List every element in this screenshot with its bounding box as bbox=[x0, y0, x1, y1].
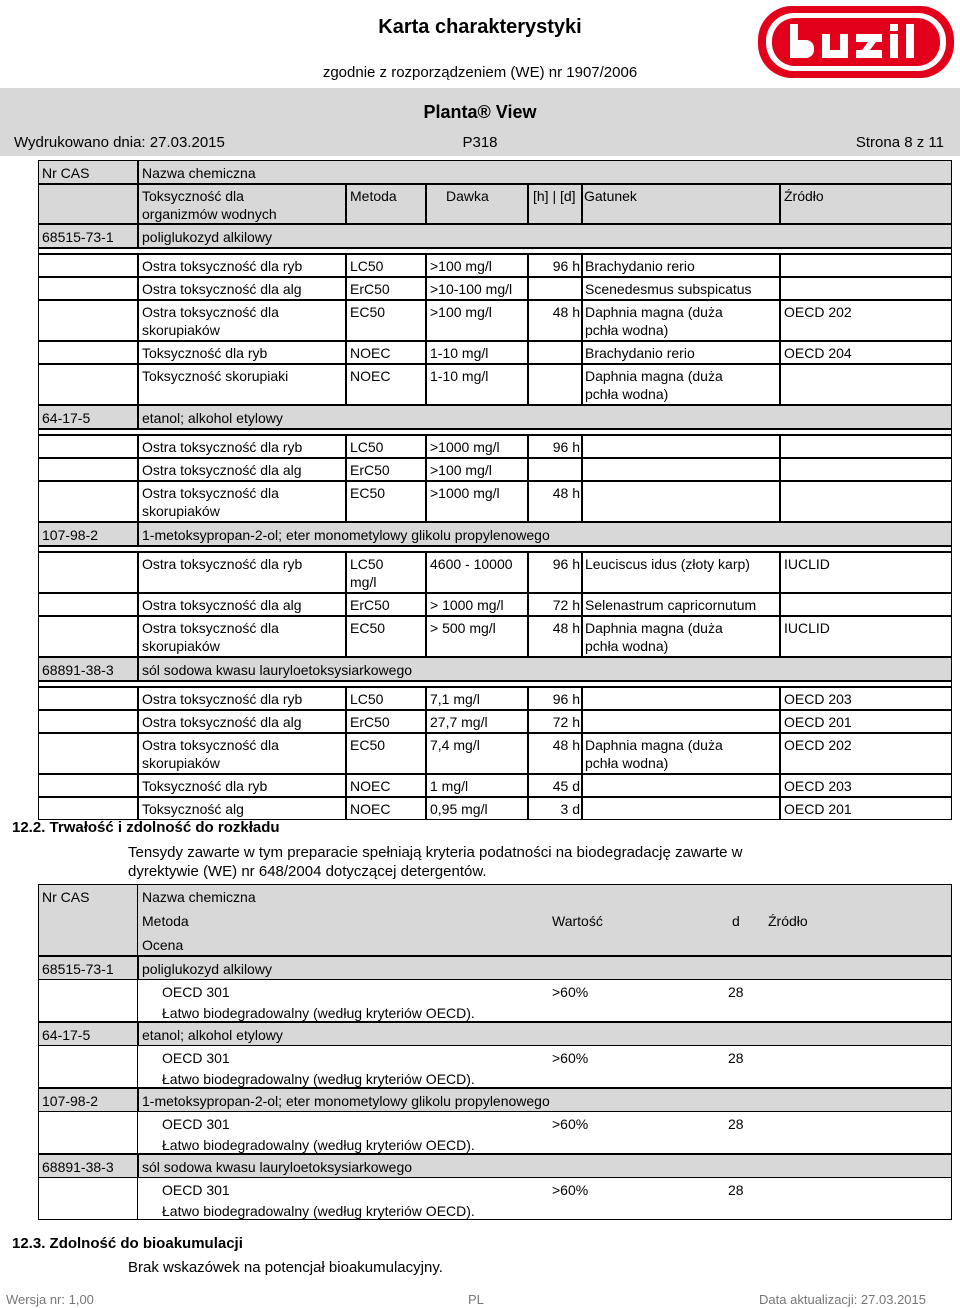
toxicity-method: EC50 bbox=[350, 620, 386, 636]
substance-name: poliglukozyd alkilowy bbox=[142, 229, 272, 245]
toxicity-dose: 27,7 mg/l bbox=[430, 714, 488, 730]
table-cell bbox=[582, 458, 780, 481]
table-cell bbox=[582, 774, 780, 797]
table-cell bbox=[582, 797, 780, 820]
document-title: Karta charakterystyki bbox=[378, 16, 582, 38]
header-species: Gatunek bbox=[584, 188, 637, 204]
test-species: Daphnia magna (duża bbox=[585, 304, 723, 320]
data-source: IUCLID bbox=[784, 620, 830, 636]
toxicity-method: ErC50 bbox=[350, 281, 390, 297]
exposure-time: 96 h bbox=[552, 556, 580, 572]
bio-days: 28 bbox=[728, 1182, 744, 1198]
toxicity-method: NOEC bbox=[350, 368, 391, 384]
row-cas-spacer bbox=[38, 593, 138, 616]
data-source: OECD 201 bbox=[784, 714, 852, 730]
bio-value: >60% bbox=[552, 1050, 589, 1066]
exposure-time: 48 h bbox=[552, 304, 580, 320]
table-cell bbox=[528, 458, 582, 481]
header-source: Źródło bbox=[784, 188, 824, 204]
exposure-time: 72 h bbox=[552, 597, 580, 613]
test-species: pchła wodna) bbox=[585, 322, 669, 338]
toxicity-method: ErC50 bbox=[350, 714, 390, 730]
toxicity-dose: >10-100 mg/l bbox=[430, 281, 513, 297]
bio-value: >60% bbox=[552, 984, 589, 1000]
toxicity-method: LC50 bbox=[350, 258, 384, 274]
exposure-time: 48 h bbox=[552, 737, 580, 753]
data-source: OECD 203 bbox=[784, 778, 852, 794]
exposure-time: 3 d bbox=[560, 801, 580, 817]
substance-cas: 68515-73-1 bbox=[42, 229, 114, 245]
buzil-logo bbox=[756, 4, 956, 80]
bio-substance-name: 1-metoksypropan-2-ol; eter monometylowy glikolu propylenowego bbox=[142, 1093, 550, 1109]
data-source: OECD 204 bbox=[784, 345, 852, 361]
table-cell bbox=[582, 710, 780, 733]
toxicity-dose: 7,1 mg/l bbox=[430, 691, 480, 707]
bio-days: 28 bbox=[728, 984, 744, 1000]
row-cas-spacer bbox=[38, 797, 138, 820]
toxicity-dose: 7,4 mg/l bbox=[430, 737, 480, 753]
data-source: OECD 202 bbox=[784, 737, 852, 753]
toxicity-type: skorupiaków bbox=[142, 503, 220, 519]
bio-cas: 107-98-2 bbox=[42, 1093, 99, 1109]
row-cas-spacer bbox=[38, 458, 138, 481]
test-species: Daphnia magna (duża bbox=[585, 620, 723, 636]
print-date: Wydrukowano dnia: 27.03.2015 bbox=[14, 134, 225, 151]
bio-days: 28 bbox=[728, 1116, 744, 1132]
table-cell bbox=[780, 364, 952, 405]
table-cell bbox=[528, 277, 582, 300]
bio-assessment: Łatwo biodegradowalny (według kryteriów OECD). bbox=[162, 1203, 475, 1219]
bio-method: OECD 301 bbox=[162, 1182, 230, 1198]
row-cas-spacer bbox=[38, 277, 138, 300]
toxicity-method: NOEC bbox=[350, 345, 391, 361]
regulation-subtitle: zgodnie z rozporządzeniem (WE) nr 1907/2006 bbox=[322, 64, 638, 81]
toxicity-method: LC50 bbox=[350, 691, 384, 707]
bio-header-method: Metoda bbox=[142, 913, 189, 929]
exposure-time: 48 h bbox=[552, 620, 580, 636]
bio-assessment: Łatwo biodegradowalny (według kryteriów OECD). bbox=[162, 1005, 475, 1021]
toxicity-dose: 0,95 mg/l bbox=[430, 801, 488, 817]
row-cas-spacer bbox=[38, 687, 138, 710]
toxicity-type: Ostra toksyczność dla bbox=[142, 620, 279, 636]
toxicity-dose: >1000 mg/l bbox=[430, 485, 500, 501]
bio-value: >60% bbox=[552, 1116, 589, 1132]
toxicity-type: Ostra toksyczność dla alg bbox=[142, 462, 302, 478]
toxicity-method: EC50 bbox=[350, 485, 386, 501]
header-time: [h] | [d] bbox=[533, 188, 576, 204]
toxicity-type: Ostra toksyczność dla bbox=[142, 485, 279, 501]
bio-cas-spacer bbox=[38, 1046, 138, 1088]
biodegradation-note-line1: Tensydy zawarte w tym preparacie spełniają kryteria podatności na biodegradację zawarte w bbox=[128, 844, 743, 861]
row-cas-spacer bbox=[38, 300, 138, 341]
table-cell bbox=[528, 364, 582, 405]
bio-method: OECD 301 bbox=[162, 1050, 230, 1066]
bio-header-source: Źródło bbox=[768, 913, 808, 929]
bio-substance-name: poliglukozyd alkilowy bbox=[142, 961, 272, 977]
header-cas: Nr CAS bbox=[42, 165, 90, 181]
table-cell bbox=[582, 481, 780, 522]
toxicity-type: Ostra toksyczność dla ryb bbox=[142, 439, 303, 455]
data-source: OECD 202 bbox=[784, 304, 852, 320]
product-name: Planta® View bbox=[423, 102, 537, 122]
bio-cas: 68891-38-3 bbox=[42, 1159, 114, 1175]
row-cas-spacer bbox=[38, 710, 138, 733]
toxicity-type: Toksyczność dla ryb bbox=[142, 778, 268, 794]
toxicity-type: Toksyczność skorupiaki bbox=[142, 368, 289, 384]
test-species: pchła wodna) bbox=[585, 638, 669, 654]
test-species: Daphnia magna (duża bbox=[585, 737, 723, 753]
toxicity-method: LC50 bbox=[350, 439, 384, 455]
toxicity-method: NOEC bbox=[350, 801, 391, 817]
toxicity-dose: mg/l bbox=[350, 574, 377, 590]
test-species: Leuciscus idus (złoty karp) bbox=[585, 556, 750, 572]
table-cell bbox=[528, 341, 582, 364]
header-name: Nazwa chemiczna bbox=[142, 165, 256, 181]
test-species: Brachydanio rerio bbox=[585, 258, 695, 274]
bio-cas: 64-17-5 bbox=[42, 1027, 91, 1043]
bio-header-name: Nazwa chemiczna bbox=[142, 889, 256, 905]
exposure-time: 72 h bbox=[552, 714, 580, 730]
row-cas-spacer bbox=[38, 733, 138, 774]
exposure-time: 96 h bbox=[552, 439, 580, 455]
test-species: Scenedesmus subspicatus bbox=[585, 281, 752, 297]
substance-cas: 64-17-5 bbox=[42, 410, 91, 426]
bioaccumulation-note: Brak wskazówek na potencjał bioakumulacyjny. bbox=[128, 1259, 443, 1276]
row-cas-spacer bbox=[38, 552, 138, 593]
toxicity-dose: >100 mg/l bbox=[430, 258, 492, 274]
toxicity-method: EC50 bbox=[350, 304, 386, 320]
bio-substance-name: etanol; alkohol etylowy bbox=[142, 1027, 283, 1043]
test-species: Selenastrum capricornutum bbox=[585, 597, 757, 613]
toxicity-dose: >1000 mg/l bbox=[430, 439, 500, 455]
bio-header-cas: Nr CAS bbox=[42, 889, 90, 905]
test-species: Brachydanio rerio bbox=[585, 345, 695, 361]
footer-language: PL bbox=[468, 1292, 484, 1307]
toxicity-type: Ostra toksyczność dla alg bbox=[142, 597, 302, 613]
header-cell-name bbox=[138, 160, 952, 184]
toxicity-type: skorupiaków bbox=[142, 638, 220, 654]
row-cas-spacer bbox=[38, 364, 138, 405]
table-cell bbox=[780, 254, 952, 277]
test-species: Daphnia magna (duża bbox=[585, 368, 723, 384]
toxicity-type: Toksyczność dla ryb bbox=[142, 345, 268, 361]
bio-cas: 68515-73-1 bbox=[42, 961, 114, 977]
row-cas-spacer bbox=[38, 254, 138, 277]
substance-cas: 68891-38-3 bbox=[42, 662, 114, 678]
substance-cas: 107-98-2 bbox=[42, 527, 99, 543]
toxicity-dose: 1-10 mg/l bbox=[430, 345, 489, 361]
section-12-2-heading: 12.2. Trwałość i zdolność do rozkładu bbox=[12, 819, 280, 836]
bio-assessment: Łatwo biodegradowalny (według kryteriów OECD). bbox=[162, 1137, 475, 1153]
toxicity-dose: >100 mg/l bbox=[430, 304, 492, 320]
row-cas-spacer bbox=[38, 616, 138, 657]
test-species: pchła wodna) bbox=[585, 755, 669, 771]
substance-name: sól sodowa kwasu lauryloetoksysiarkowego bbox=[142, 662, 413, 678]
toxicity-dose: 1-10 mg/l bbox=[430, 368, 489, 384]
toxicity-type: Ostra toksyczność dla ryb bbox=[142, 556, 303, 572]
header-method: Metoda bbox=[350, 188, 397, 204]
toxicity-type: Ostra toksyczność dla alg bbox=[142, 714, 302, 730]
exposure-time: 45 d bbox=[552, 778, 580, 794]
footer-version: Wersja nr: 1,00 bbox=[6, 1292, 94, 1307]
bio-substance-name: sól sodowa kwasu lauryloetoksysiarkowego bbox=[142, 1159, 413, 1175]
bio-cas-spacer bbox=[38, 980, 138, 1022]
toxicity-method: ErC50 bbox=[350, 462, 390, 478]
exposure-time: 96 h bbox=[552, 258, 580, 274]
header-dose: Dawka bbox=[446, 188, 489, 204]
bio-header-value: Wartość bbox=[552, 913, 603, 929]
toxicity-type: skorupiaków bbox=[142, 322, 220, 338]
data-source: IUCLID bbox=[784, 556, 830, 572]
data-source: OECD 201 bbox=[784, 801, 852, 817]
row-cas-spacer bbox=[38, 341, 138, 364]
toxicity-method: EC50 bbox=[350, 737, 386, 753]
toxicity-dose: 1 mg/l bbox=[430, 778, 469, 794]
exposure-time: 48 h bbox=[552, 485, 580, 501]
substance-name: 1-metoksypropan-2-ol; eter monometylowy glikolu propylenowego bbox=[142, 527, 550, 543]
row-cas-spacer bbox=[38, 481, 138, 522]
test-species: pchła wodna) bbox=[585, 386, 669, 402]
toxicity-type: Toksyczność alg bbox=[142, 801, 244, 817]
bio-method: OECD 301 bbox=[162, 984, 230, 1000]
header-band bbox=[0, 88, 960, 156]
bio-assessment: Łatwo biodegradowalny (według kryteriów OECD). bbox=[162, 1071, 475, 1087]
data-source: OECD 203 bbox=[784, 691, 852, 707]
table-cell bbox=[582, 687, 780, 710]
table-cell bbox=[582, 435, 780, 458]
toxicity-dose: >100 mg/l bbox=[430, 462, 492, 478]
table-cell bbox=[780, 593, 952, 616]
bio-days: 28 bbox=[728, 1050, 744, 1066]
toxicity-method: LC50 bbox=[350, 556, 384, 572]
bio-cas-spacer bbox=[38, 1178, 138, 1220]
biodegradation-note bbox=[128, 843, 742, 881]
bio-header-assessment: Ocena bbox=[142, 937, 184, 953]
bio-value: >60% bbox=[552, 1182, 589, 1198]
header-toxicity-line1: Toksyczność dla bbox=[142, 188, 244, 204]
toxicity-dose: > 1000 mg/l bbox=[430, 597, 504, 613]
header-toxicity-line2: organizmów wodnych bbox=[142, 206, 277, 222]
table-cell bbox=[780, 481, 952, 522]
biodegradation-note-line2: dyrektywie (WE) nr 648/2004 dotyczącej detergentów. bbox=[128, 863, 487, 880]
toxicity-type: Ostra toksyczność dla ryb bbox=[142, 691, 303, 707]
row-cas-spacer bbox=[38, 435, 138, 458]
bio-cas-spacer bbox=[38, 1112, 138, 1154]
toxicity-type: Ostra toksyczność dla bbox=[142, 737, 279, 753]
bio-header-d: d bbox=[732, 913, 740, 929]
page-number: Strona 8 z 11 bbox=[855, 134, 944, 151]
substance-name: etanol; alkohol etylowy bbox=[142, 410, 283, 426]
toxicity-method: NOEC bbox=[350, 778, 391, 794]
toxicity-type: Ostra toksyczność dla ryb bbox=[142, 258, 303, 274]
row-cas-spacer bbox=[38, 774, 138, 797]
table-cell bbox=[780, 277, 952, 300]
toxicity-dose: > 500 mg/l bbox=[430, 620, 496, 636]
header-cell-cas-spacer bbox=[38, 184, 138, 224]
table-cell bbox=[780, 435, 952, 458]
toxicity-method: ErC50 bbox=[350, 597, 390, 613]
toxicity-type: Ostra toksyczność dla alg bbox=[142, 281, 302, 297]
footer-update-date: Data aktualizacji: 27.03.2015 bbox=[759, 1292, 926, 1307]
toxicity-dose: 4600 - 10000 bbox=[430, 556, 513, 572]
product-code: P318 bbox=[462, 134, 498, 151]
table-cell bbox=[780, 458, 952, 481]
toxicity-type: skorupiaków bbox=[142, 755, 220, 771]
toxicity-type: Ostra toksyczność dla bbox=[142, 304, 279, 320]
section-12-3-heading: 12.3. Zdolność do bioakumulacji bbox=[12, 1235, 243, 1252]
exposure-time: 96 h bbox=[552, 691, 580, 707]
bio-method: OECD 301 bbox=[162, 1116, 230, 1132]
